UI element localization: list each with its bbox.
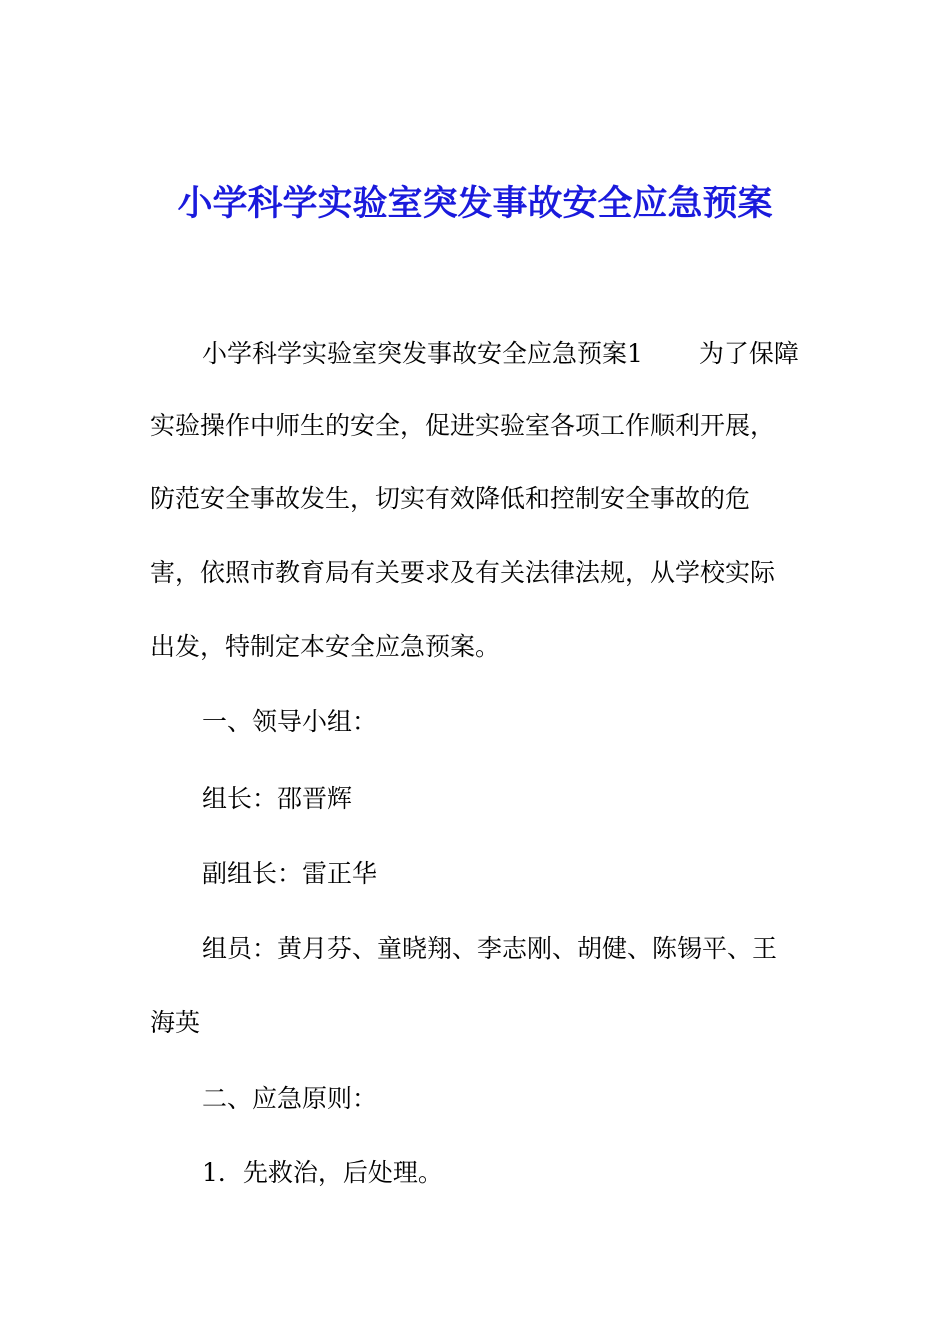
- deputy-leader-line: 副组长：雷正华: [202, 859, 378, 888]
- paragraph-1-line-1-rest: 为了保障: [698, 339, 799, 368]
- section-2-heading: 二、应急原则：: [202, 1084, 378, 1113]
- section-1-heading: 一、领导小组：: [202, 707, 378, 736]
- paragraph-1-line-2: 实验操作中师生的安全，促进实验室各项工作顺利开展，: [150, 411, 776, 440]
- document-title: 小学科学实验室突发事故安全应急预案: [177, 184, 773, 224]
- members-line-2: 海英: [150, 1008, 201, 1037]
- paragraph-1-line-1: [202, 338, 799, 370]
- leader-line: 组长：邵晋辉: [202, 784, 353, 813]
- paragraph-1-line-5: 出发，特制定本安全应急预案。: [150, 632, 501, 661]
- paragraph-1-line-4: 害，依照市教育局有关要求及有关法律法规，从学校实际: [150, 558, 776, 587]
- paragraph-1-line-3: 防范安全事故发生，切实有效降低和控制安全事故的危: [150, 484, 751, 513]
- paragraph-lead: 小学科学实验室突发事故安全应急预案1: [202, 339, 643, 368]
- members-line-1: 组员：黄月芬、童晓翔、李志刚、胡健、陈锡平、王: [202, 934, 778, 963]
- principle-1: 1．先救治，后处理。: [202, 1158, 443, 1187]
